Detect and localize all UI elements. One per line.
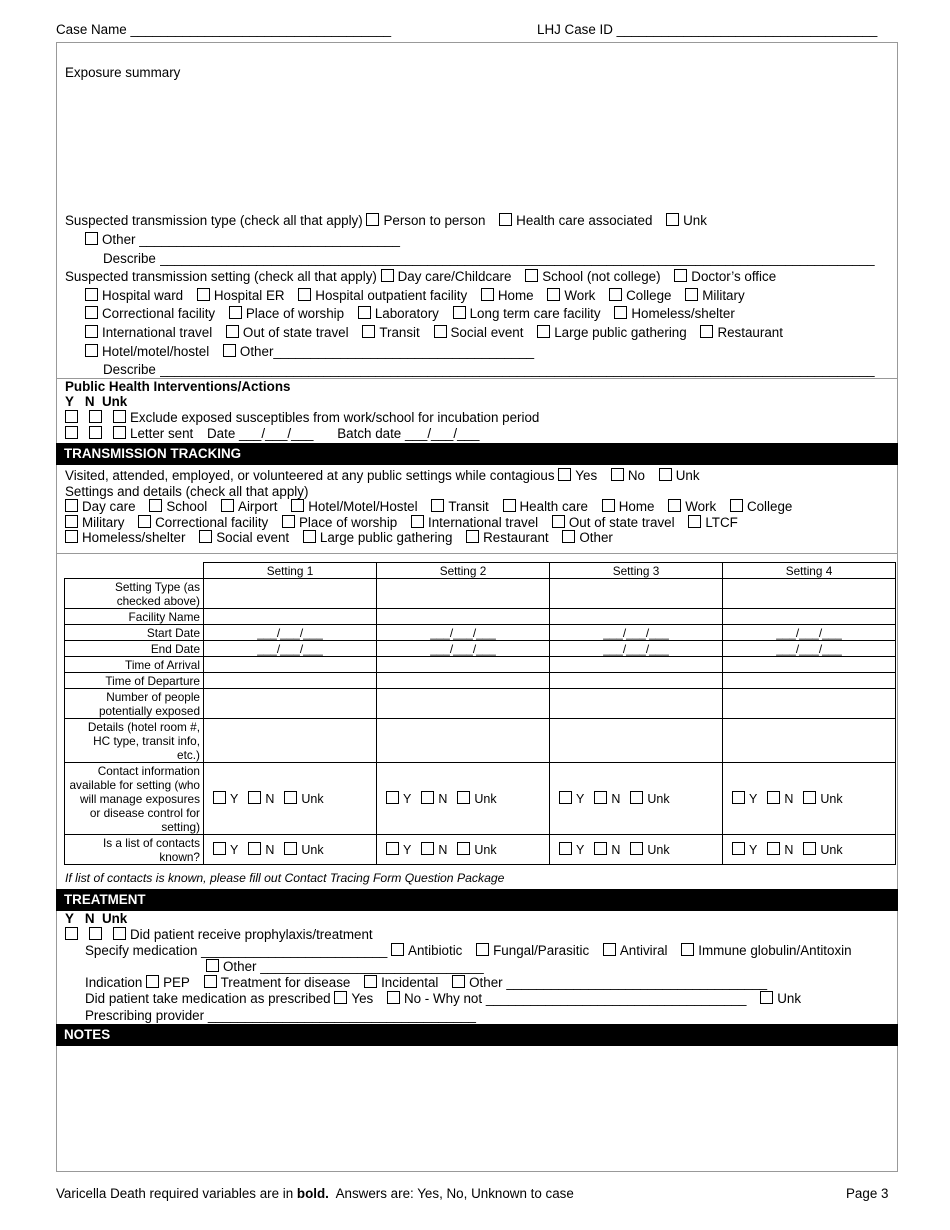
prophylaxis-unk-checkbox[interactable] [113,927,126,940]
table-row: Details (hotel room #, HC type, transit info, etc.) [65,719,896,763]
homeless-checkbox[interactable] [614,306,627,319]
case-name-blank[interactable]: ___________________________________ [130,22,392,37]
contacts-list-yn: Y N Unk [550,835,723,865]
treatment-bar: TREATMENT [56,889,898,911]
tt-social-event-checkbox[interactable] [199,530,212,543]
school-checkbox[interactable] [525,269,538,282]
number-cell[interactable] [550,689,723,719]
tt-college-checkbox[interactable] [730,499,743,512]
start-date-cell[interactable]: ___/___/___ [377,625,550,641]
table-row: Contact information available for setting (who will manage exposures or disease control for setting) Y N Unk Y N Unk Y N Unk Y N Unk [65,763,896,835]
indication-other-blank[interactable]: ___________________________________ [506,975,768,990]
contact-info-yn: Y N Unk [204,763,377,835]
tt-airport-checkbox[interactable] [221,499,234,512]
took-yes-checkbox[interactable] [334,991,347,1004]
tt-homeless-checkbox[interactable] [65,530,78,543]
start-date-cell[interactable]: ___/___/___ [723,625,896,641]
n-checkbox[interactable] [421,842,434,855]
tt-other-checkbox[interactable] [562,530,575,543]
transmission-other-row: Other ___________________________________ [85,232,400,248]
correctional-checkbox[interactable] [85,306,98,319]
details-cell[interactable] [723,719,896,763]
transit-checkbox[interactable] [362,325,375,338]
unk-checkbox[interactable] [630,842,643,855]
setting-other-checkbox[interactable] [223,344,236,357]
prophylaxis-row: Did patient receive prophylaxis/treatment [65,927,373,943]
tt-health-care-checkbox[interactable] [503,499,516,512]
n-checkbox[interactable] [594,791,607,804]
hospital-er-checkbox[interactable] [197,288,210,301]
table-row: End Date ___/___/___ ___/___/___ ___/___/___ ___/___/___ [65,641,896,657]
setting-type-cell[interactable] [550,579,723,609]
letter-date[interactable]: Date ___/___/___ [207,426,314,441]
large-gathering-checkbox[interactable] [537,325,550,338]
exclude-y-checkbox[interactable] [65,410,78,423]
health-care-associated-checkbox[interactable] [499,213,512,226]
medication-other-checkbox[interactable] [206,959,219,972]
lhj-case-id-field[interactable] [537,22,877,38]
took-medication-row: Did patient take medication as prescribed Yes No - Why not ___________________________________ Unk [85,991,802,1006]
start-date-cell[interactable]: ___/___/___ [204,625,377,641]
details-cell[interactable] [377,719,550,763]
setting-describe-row: Describe ________________________________________________________________________________________________ [103,362,884,378]
n-checkbox[interactable] [421,791,434,804]
table-row: Time of Departure [65,673,896,689]
footer-text: Varicella Death required variables are in bold. Answers are: Yes, No, Unknown to case [56,1186,574,1201]
number-cell[interactable] [723,689,896,719]
exclude-n-checkbox[interactable] [89,410,102,423]
prophylaxis-y-checkbox[interactable] [65,927,78,940]
end-date-cell[interactable]: ___/___/___ [723,641,896,657]
unk-checkbox[interactable] [803,791,816,804]
tt-school-checkbox[interactable] [149,499,162,512]
treatment-yn-header: Y N Unk [65,911,128,926]
restaurant-checkbox[interactable] [700,325,713,338]
contacts-list-yn: Y N Unk [377,835,550,865]
ltcf-checkbox[interactable] [453,306,466,319]
took-no-checkbox[interactable] [387,991,400,1004]
tt-correctional-checkbox[interactable] [138,515,151,528]
case-name-label: Case Name [56,22,127,37]
fungal-checkbox[interactable] [476,943,489,956]
arrival-cell[interactable] [377,657,550,673]
table-row: Time of Arrival [65,657,896,673]
setting-type-cell[interactable] [204,579,377,609]
other-checkbox[interactable] [85,232,98,245]
end-date-cell[interactable]: ___/___/___ [377,641,550,657]
work-checkbox[interactable] [547,288,560,301]
social-event-checkbox[interactable] [434,325,447,338]
other-blank[interactable]: ___________________________________ [139,232,400,247]
transmission-tracking-bar: TRANSMISSION TRACKING [56,443,898,465]
contact-info-yn: Y N Unk [550,763,723,835]
letter-y-checkbox[interactable] [65,426,78,439]
took-unk-checkbox[interactable] [760,991,773,1004]
exclude-unk-checkbox[interactable] [113,410,126,423]
contact-info-yn: Y N Unk [723,763,896,835]
unk-checkbox[interactable] [666,213,679,226]
departure-cell[interactable] [723,673,896,689]
arrival-cell[interactable] [723,657,896,673]
departure-cell[interactable] [377,673,550,689]
y-checkbox[interactable] [559,791,572,804]
unk-checkbox[interactable] [457,842,470,855]
details-cell[interactable] [204,719,377,763]
setting-type-cell[interactable] [723,579,896,609]
table-row: Number of people potentially exposed [65,689,896,719]
contacts-note: If list of contacts is known, please fill out Contact Tracing Form Question Package [65,871,505,885]
tt-restaurant-checkbox[interactable] [466,530,479,543]
lhj-case-id-label: LHJ Case ID [537,22,613,37]
tt-out-of-state-checkbox[interactable] [552,515,565,528]
letter-unk-checkbox[interactable] [113,426,126,439]
end-date-cell[interactable]: ___/___/___ [550,641,723,657]
notes-area[interactable] [60,1050,894,1168]
home-checkbox[interactable] [481,288,494,301]
setting-2-header: Setting 2 [377,563,550,579]
unk-checkbox[interactable] [803,842,816,855]
setting-other-blank[interactable]: ___________________________________ [273,344,535,359]
unk-checkbox[interactable] [630,791,643,804]
batch-date[interactable]: Batch date ___/___/___ [337,426,480,441]
facility-cell[interactable] [377,609,550,625]
military-checkbox[interactable] [685,288,698,301]
tt-row-1: Day care School Airport Hotel/Motel/Hostel Transit Health care Home Work College [65,499,792,515]
visited-yes-checkbox[interactable] [558,468,571,481]
tt-transit-checkbox[interactable] [431,499,444,512]
prescriber-blank[interactable]: ____________________________________ [207,1008,476,1023]
notes-bar: NOTES [56,1024,898,1046]
visited-unk-checkbox[interactable] [659,468,672,481]
n-checkbox[interactable] [248,842,261,855]
tt-work-checkbox[interactable] [668,499,681,512]
immune-globulin-checkbox[interactable] [681,943,694,956]
arrival-cell[interactable] [204,657,377,673]
interventions-yn-header: Y N Unk [65,394,128,409]
exposure-summary-area[interactable] [64,84,884,204]
tt-row-2: Military Correctional facility Place of worship International travel Out of state travel LTCF [65,515,738,531]
table-row: Facility Name [65,609,896,625]
indication-other-checkbox[interactable] [452,975,465,988]
unk-checkbox[interactable] [284,842,297,855]
antiviral-checkbox[interactable] [603,943,616,956]
out-of-state-checkbox[interactable] [226,325,239,338]
doctors-office-checkbox[interactable] [674,269,687,282]
y-checkbox[interactable] [213,791,226,804]
transmission-type-row: Suspected transmission type (check all that apply) Person to person Health care associated Unk [65,213,707,228]
transmission-type-label: Suspected transmission type (check all that apply) [65,213,363,228]
facility-cell[interactable] [723,609,896,625]
why-not-blank[interactable]: ___________________________________ [485,991,747,1006]
facility-cell[interactable] [204,609,377,625]
worship-checkbox[interactable] [229,306,242,319]
describe-blank[interactable]: ________________________________________________________________________________________________ [159,251,875,266]
specify-medication-row: Specify medication _________________________ Antibiotic Fungal/Parasitic Antiviral Immune globulin/Antitoxin [85,943,852,958]
page-number: Page 3 [846,1186,889,1201]
visited-row: Visited, attended, employed, or volunteered at any public settings while contagious Yes No Unk [65,468,700,483]
tt-military-checkbox[interactable] [65,515,78,528]
intervention-row-2: Letter sent Date ___/___/___ Batch date ___/___/___ [65,426,479,442]
person-to-person-checkbox[interactable] [366,213,379,226]
unk-checkbox[interactable] [457,791,470,804]
start-date-cell[interactable]: ___/___/___ [550,625,723,641]
incidental-checkbox[interactable] [364,975,377,988]
contacts-list-yn: Y N Unk [723,835,896,865]
treatment-for-disease-checkbox[interactable] [204,975,217,988]
n-checkbox[interactable] [248,791,261,804]
n-checkbox[interactable] [767,791,780,804]
n-checkbox[interactable] [594,842,607,855]
antibiotic-checkbox[interactable] [391,943,404,956]
daycare-checkbox[interactable] [381,269,394,282]
laboratory-checkbox[interactable] [358,306,371,319]
prescriber-row: Prescribing provider ____________________________________ [85,1008,476,1023]
contacts-list-yn: Y N Unk [204,835,377,865]
tt-large-gathering-checkbox[interactable] [303,530,316,543]
letter-n-checkbox[interactable] [89,426,102,439]
specify-medication-blank[interactable]: _________________________ [201,943,388,958]
hotel-checkbox[interactable] [85,344,98,357]
y-checkbox[interactable] [213,842,226,855]
setting-3-header: Setting 3 [550,563,723,579]
hospital-ward-checkbox[interactable] [85,288,98,301]
setting-type-cell[interactable] [377,579,550,609]
setting-4-header: Setting 4 [723,563,896,579]
tt-ltcf-checkbox[interactable] [688,515,701,528]
tt-hotel-checkbox[interactable] [291,499,304,512]
y-checkbox[interactable] [386,791,399,804]
settings-details-label: Settings and details (check all that apply) [65,484,309,499]
tt-home-checkbox[interactable] [602,499,615,512]
tt-intl-travel-checkbox[interactable] [411,515,424,528]
end-date-cell[interactable]: ___/___/___ [204,641,377,657]
n-checkbox[interactable] [767,842,780,855]
y-checkbox[interactable] [732,842,745,855]
table-row: Is a list of contacts known? Y N Unk Y N Unk Y N Unk Y N Unk [65,835,896,865]
visited-no-checkbox[interactable] [611,468,624,481]
number-cell[interactable] [204,689,377,719]
number-cell[interactable] [377,689,550,719]
setting-row-2: Correctional facility Place of worship Laboratory Long term care facility Homeless/shelter [85,306,735,322]
setting-row-4: Hotel/motel/hostel Other___________________________________ [85,344,534,360]
contact-info-yn: Y N Unk [377,763,550,835]
prophylaxis-n-checkbox[interactable] [89,927,102,940]
departure-cell[interactable] [204,673,377,689]
setting-row-3: International travel Out of state travel Transit Social event Large public gathering Restaurant [85,325,783,341]
lhj-case-id-blank[interactable]: ___________________________________ [616,22,878,37]
intl-travel-checkbox[interactable] [85,325,98,338]
transmission-describe-row: Describe ________________________________________________________________________________________________ [103,251,884,267]
tt-daycare-checkbox[interactable] [65,499,78,512]
college-checkbox[interactable] [609,288,622,301]
y-checkbox[interactable] [559,842,572,855]
setting-row-0: Suspected transmission setting (check all that apply) Day care/Childcare School (not college) Doctor’s office [65,269,777,284]
arrival-cell[interactable] [550,657,723,673]
tt-row-3: Homeless/shelter Social event Large public gathering Restaurant Other [65,530,613,546]
facility-cell[interactable] [550,609,723,625]
hospital-outpatient-checkbox[interactable] [298,288,311,301]
exposure-summary-label: Exposure summary [65,65,181,80]
y-checkbox[interactable] [386,842,399,855]
setting-describe-blank[interactable]: ________________________________________________________________________________________________ [159,362,875,377]
details-cell[interactable] [550,719,723,763]
setting-row-1: Hospital ward Hospital ER Hospital outpatient facility Home Work College Military [85,288,745,304]
tt-worship-checkbox[interactable] [282,515,295,528]
table-row: Start Date ___/___/___ ___/___/___ ___/___/___ ___/___/___ [65,625,896,641]
settings-table [64,562,896,865]
intervention-row-1: Exclude exposed susceptibles from work/school for incubation period [65,410,539,426]
unk-checkbox[interactable] [284,791,297,804]
medication-other-row: Other ______________________________ [206,959,484,975]
case-name-field[interactable] [56,22,391,38]
interventions-title: Public Health Interventions/Actions [65,379,291,394]
table-row: Setting Type (as checked above) [65,579,896,609]
setting-1-header: Setting 1 [204,563,377,579]
medication-other-blank[interactable]: ______________________________ [260,959,484,974]
indication-row: Indication PEP Treatment for disease Incidental Other ___________________________________ [85,975,768,990]
departure-cell[interactable] [550,673,723,689]
pep-checkbox[interactable] [146,975,159,988]
divider [56,553,898,554]
y-checkbox[interactable] [732,791,745,804]
